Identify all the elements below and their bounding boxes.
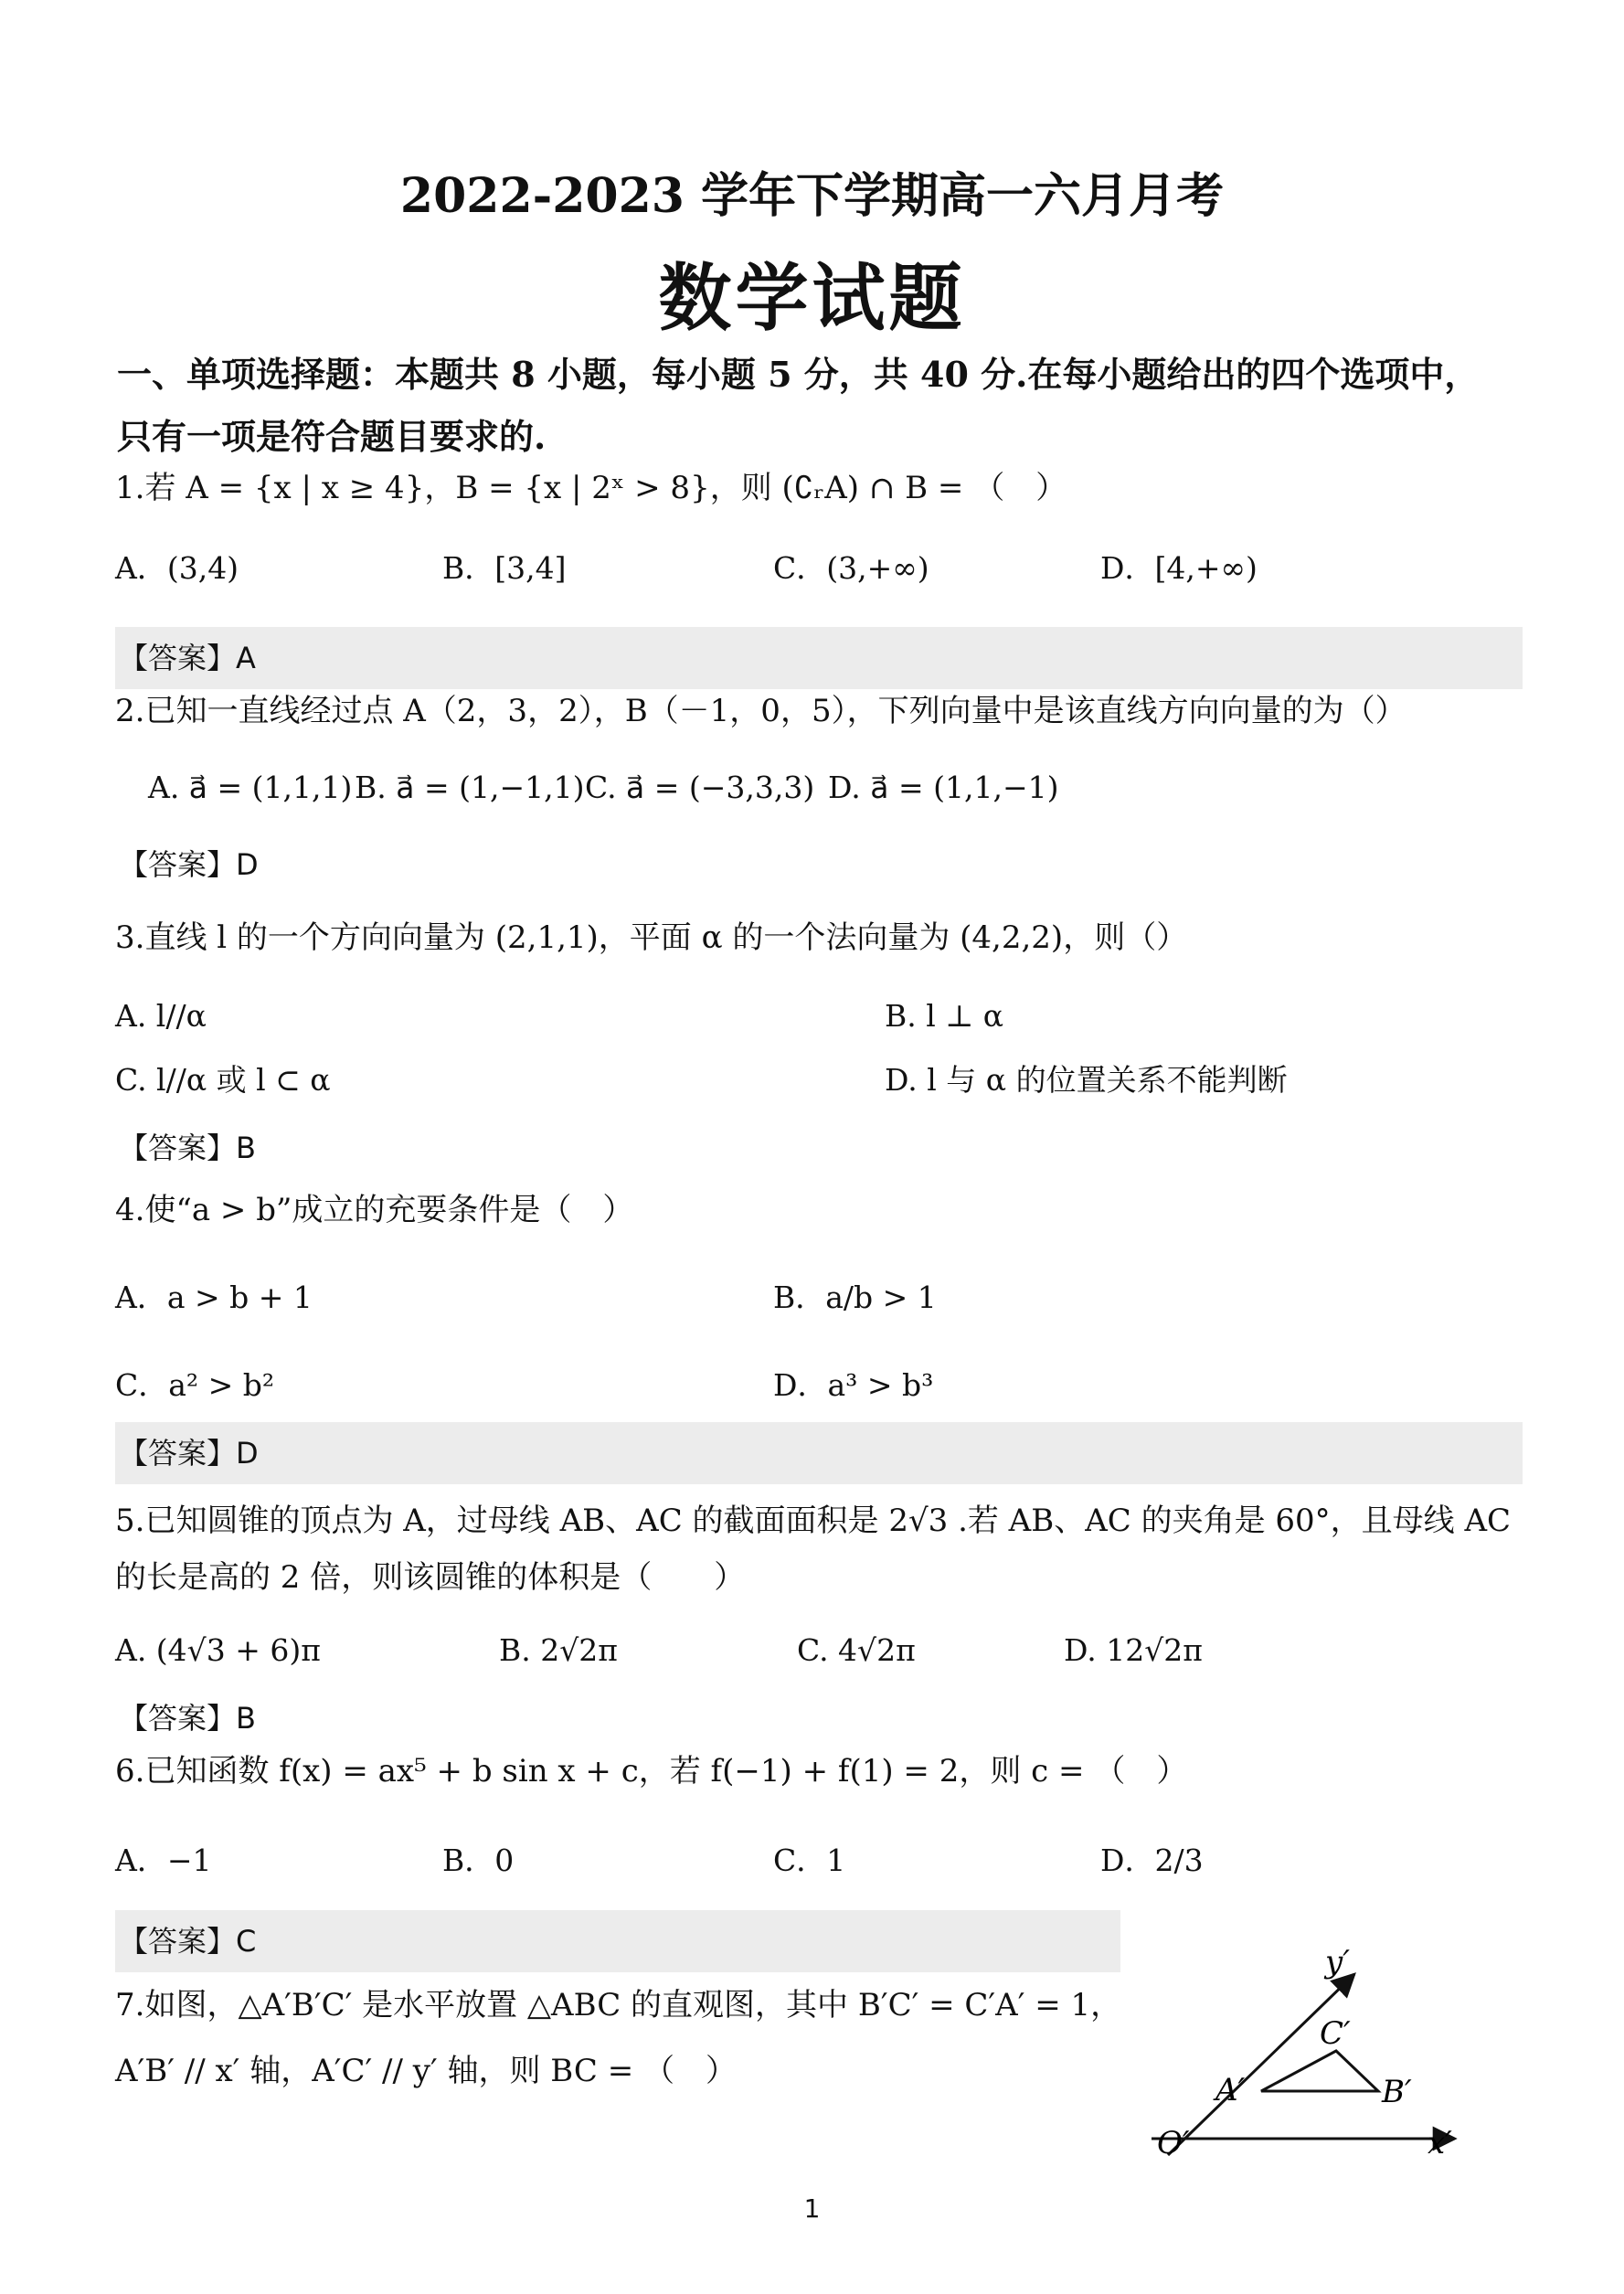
question-3-option-c: C. l//α 或 l ⊂ α	[115, 1062, 331, 1098]
question-5-option-c: C. 4√2π	[797, 1632, 916, 1668]
question-7-stem-line1: 7.如图，△A′B′C′ 是水平放置 △ABC 的直观图，其中 B′C′ = C′A′ = 1，	[115, 1987, 1122, 2023]
section-heading-line2: 只有一项是符合题目要求的.	[117, 416, 547, 457]
question-5-option-a: A. (4√3 + 6)π	[115, 1632, 321, 1668]
section-heading	[117, 344, 1524, 468]
question-1-option-c: C．(3,+∞)	[773, 550, 929, 586]
question-2-answer	[115, 834, 1523, 896]
question-3-option-b: B. l ⊥ α	[885, 998, 1004, 1034]
question-5-stem-line2: 的长是高的 2 倍，则该圆锥的体积是（ ）	[115, 1559, 746, 1596]
question-1-option-a: A．(3,4)	[115, 550, 239, 586]
question-1-option-d: D．[4,+∞)	[1100, 550, 1258, 586]
question-6-option-b: B．0	[442, 1843, 515, 1878]
y-axis-line	[1168, 1974, 1354, 2155]
question-7-stem-line2: A′B′ // x′ 轴，A′C′ // y′ 轴，则 BC = （ ）	[115, 2053, 738, 2089]
question-6-option-c: C．1	[773, 1843, 846, 1878]
question-2-stem: 2.已知一直线经过点 A（2，3，2），B（－1，0，5），下列向量中是该直线方向向量的为（）	[115, 693, 1406, 729]
answer-text: 【答案】B	[119, 1131, 256, 1165]
question-5-option-b: B. 2√2π	[499, 1632, 618, 1668]
question-4-stem: 4.使“a > b”成立的充要条件是（ ）	[115, 1192, 634, 1228]
label-y-prime: y′	[1325, 1947, 1350, 1981]
question-4-option-a: A．a > b + 1	[115, 1280, 313, 1315]
question-6-option-d: D．2/3	[1100, 1843, 1204, 1878]
question-2-option-d: D. a⃗ = (1,1,−1)	[828, 770, 1059, 805]
question-4-option-b: B．a/b > 1	[773, 1280, 937, 1315]
answer-text: 【答案】A	[119, 641, 256, 675]
exam-title: 2022-2023 学年下学期高一六月月考	[399, 168, 1225, 224]
question-6-answer	[115, 1910, 1120, 1972]
question-3-answer	[115, 1117, 1523, 1179]
question-5-stem-line1: 5.已知圆锥的顶点为 A，过母线 AB、AC 的截面面积是 2√3 .若 AB、AC 的夹角是 60°，且母线 AC	[115, 1503, 1512, 1539]
label-c-prime: C′	[1320, 2015, 1351, 2052]
question-3-option-d: D. l 与 α 的位置关系不能判断	[885, 1062, 1288, 1098]
answer-text: 【答案】D	[119, 1436, 259, 1471]
question-3-option-a: A. l//α	[115, 998, 207, 1034]
page-number: 1	[803, 2193, 821, 2224]
question-1-answer	[115, 627, 1523, 689]
question-3-stem: 3.直线 l 的一个方向向量为 (2,1,1)，平面 α 的一个法向量为 (4,2,2)，则（）	[115, 919, 1188, 956]
answer-text: 【答案】D	[119, 847, 259, 882]
question-1-option-b: B．[3,4]	[442, 550, 567, 586]
label-o-prime: O′	[1157, 2125, 1190, 2157]
question-1-stem: 1.若 A = {x | x ≥ 4}，B = {x | 2ˣ > 8}，则 (∁ᵣA) ∩ B = （ ）	[115, 470, 1067, 506]
question-2-option-a: A. a⃗ = (1,1,1)	[148, 770, 353, 805]
question-4-option-c: C．a² > b²	[115, 1367, 275, 1403]
question-2-option-c: C. a⃗ = (−3,3,3)	[585, 770, 815, 805]
label-b-prime: B′	[1382, 2074, 1412, 2110]
question-4-option-d: D．a³ > b³	[773, 1367, 934, 1403]
intuitive-diagram-figure	[1133, 1947, 1481, 2157]
subject-title: 数学试题	[658, 255, 966, 341]
question-5-answer	[115, 1687, 1523, 1749]
question-6-option-a: A．−1	[115, 1843, 212, 1878]
question-5-option-d: D. 12√2π	[1064, 1632, 1203, 1668]
question-2-option-b: B. a⃗ = (1,−1,1)	[355, 770, 585, 805]
question-6-stem: 6.已知函数 f(x) = ax⁵ + b sin x + c，若 f(−1) + f(1) = 2，则 c = （ ）	[115, 1753, 1188, 1790]
answer-text: 【答案】B	[119, 1701, 256, 1736]
triangle-abc-prime	[1261, 2051, 1378, 2091]
answer-text: 【答案】C	[119, 1924, 257, 1959]
question-4-answer	[115, 1422, 1523, 1484]
section-heading-line1: 一、单项选择题：本题共 8 小题，每小题 5 分，共 40 分.在每小题给出的四个选项中，	[117, 354, 1480, 395]
label-a-prime: A′	[1215, 2072, 1246, 2108]
label-x-prime: x′	[1428, 2125, 1452, 2157]
